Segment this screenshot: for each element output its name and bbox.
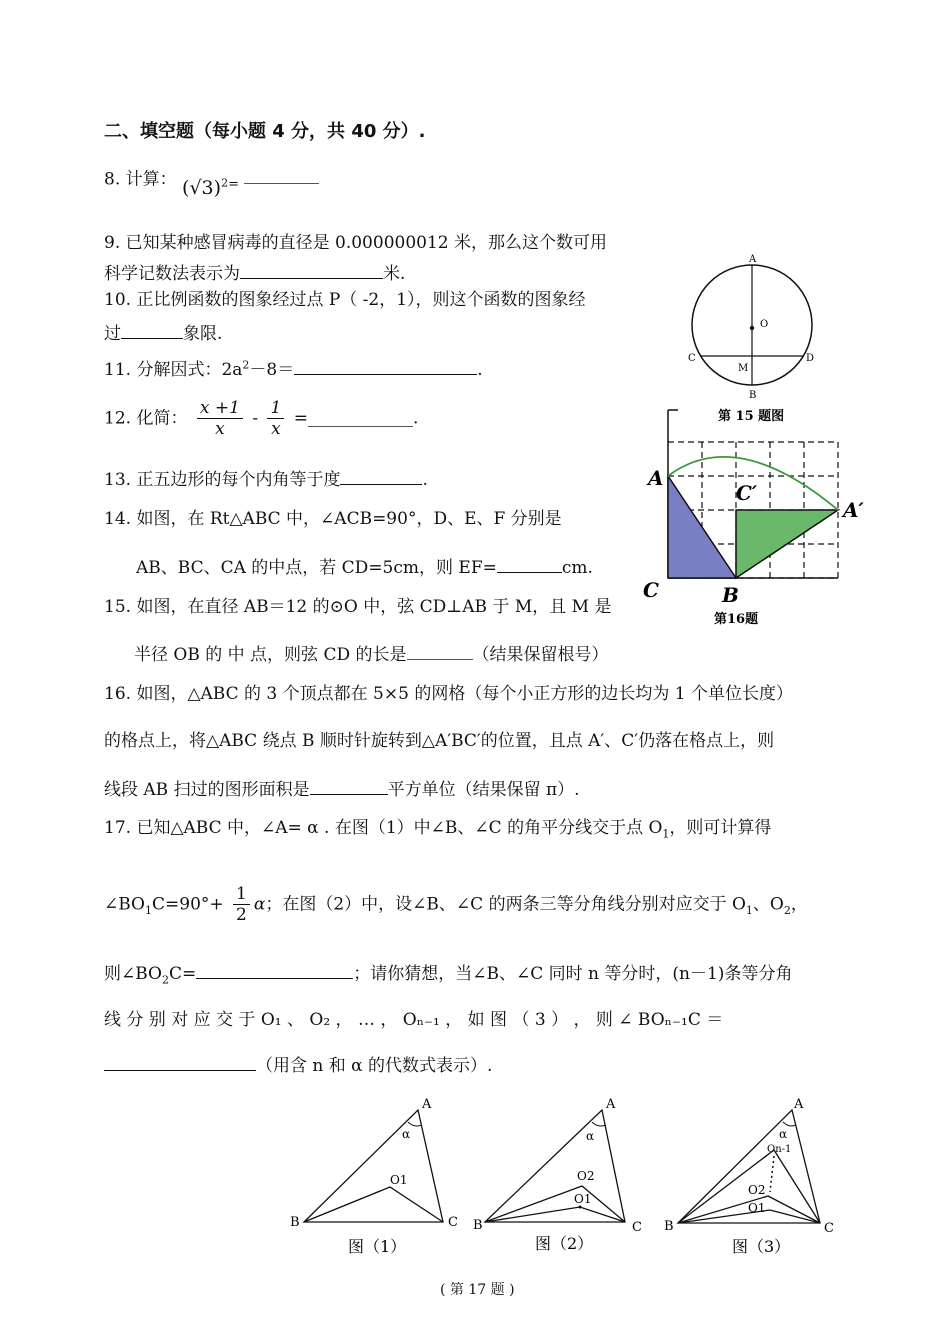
q17-line5: （用含 n 和 α 的代数式表示）. — [104, 1054, 492, 1076]
fig17-label-fig3: 图（3） — [732, 1237, 791, 1256]
fig16-label-a2: A′ — [843, 498, 864, 522]
svg-text:O1: O1 — [574, 1192, 592, 1206]
q10-line2: 过 象限. — [104, 324, 223, 344]
question-12: 12. 化简： $\frac{x +1}{x}$ - $\frac{1}{x}$ = . — [104, 398, 419, 440]
fig15-label-b: B — [749, 390, 757, 401]
q17-line2: $\angle BO_1C=90^\circ+$ $\frac{1}{2}$ α；在图（2）中，设∠B、∠C 的两条三等分角线分别对应交于 $O_1$、$O_2$， — [104, 884, 808, 926]
svg-text:α: α — [402, 1127, 411, 1141]
svg-text:A: A — [422, 1097, 432, 1112]
q9-line2: 科学记数法表示为 米. — [104, 264, 406, 284]
fig15-caption: 第 15 题图 — [718, 409, 785, 424]
q10-answer-blank[interactable] — [121, 322, 183, 339]
svg-text:α: α — [779, 1127, 788, 1141]
fig17-diagram-1 — [290, 1097, 458, 1256]
q14-line1: 14. 如图，在 Rt△ABC 中，∠ACB=90°，D、E、F 分别是 — [104, 509, 562, 529]
svg-text:On-1: On-1 — [767, 1144, 792, 1155]
svg-text:A: A — [794, 1097, 804, 1112]
svg-text:C: C — [448, 1215, 458, 1230]
section-title: 二、填空题（每小题 4 分，共 40 分）. — [104, 121, 426, 142]
q17-half: $\frac{1}{2}$ — [233, 884, 250, 926]
fig16-label-a: A — [648, 466, 664, 490]
svg-text:C: C — [632, 1220, 642, 1235]
svg-text:C: C — [824, 1221, 834, 1236]
figure-16 — [640, 405, 880, 635]
fig17-label-fig2: 图（2） — [535, 1234, 594, 1253]
q14-answer-blank[interactable] — [497, 556, 562, 573]
q16-line1: 16. 如图，△ABC 的 3 个顶点都在 5×5 的网格（每个小正方形的边长均为 1 个单位长度） — [104, 684, 793, 704]
question-13: 13. 正五边形的每个内角等于度 . — [104, 470, 428, 490]
svg-text:A: A — [606, 1097, 616, 1112]
fig16-label-c: C — [643, 578, 659, 602]
svg-text:O1: O1 — [748, 1201, 766, 1215]
q12-answer-blank[interactable] — [308, 410, 413, 427]
q16-line2: 的格点上，将△ABC 绕点 B 顺时针旋转到△A′BC′的位置，且点 A′、C′仍落在格点上，则 — [104, 731, 775, 751]
figure-15 — [680, 252, 830, 427]
fig16-triangle-abc — [668, 476, 736, 578]
q12-fraction-2: $\frac{1}{x}$ — [267, 398, 284, 440]
question-8 — [104, 167, 319, 200]
fig16-label-b: B — [722, 583, 739, 607]
q16-answer-blank[interactable] — [310, 778, 388, 795]
svg-text:O2: O2 — [577, 1169, 595, 1183]
q17-line4: 线 分 别 对 应 交 于 O₁ 、 O₂ ， … ， Oₙ₋₁ ， 如 图 （ 3 ） ， 则 ∠ BOₙ₋₁C ＝ — [104, 1010, 724, 1030]
fig17-label-fig1: 图（1） — [348, 1237, 407, 1256]
q12-fraction-1: $\frac{x +1}{x}$ — [197, 398, 243, 440]
svg-text:O2: O2 — [748, 1183, 766, 1197]
fig15-center-point — [750, 326, 754, 330]
svg-text:O1: O1 — [390, 1173, 408, 1187]
q17-answer-blank-2[interactable] — [104, 1054, 256, 1071]
fig15-label-m: M — [738, 363, 749, 374]
figure-17 — [280, 1092, 840, 1272]
q13-answer-blank[interactable] — [340, 468, 422, 485]
q10-line1: 10. 正比例函数的图象经过点 P（ -2，1），则这个函数的图象经 — [104, 290, 586, 310]
q17-line1: 17. 已知△ABC 中，∠A= α . 在图（1）中∠B、∠C 的角平分线交于点 $O_1$，则可计算得 — [104, 818, 772, 841]
question-11: 11. 分解因式：$2a^2-8=$ . — [104, 358, 483, 380]
svg-text:B: B — [290, 1215, 300, 1230]
svg-text:α: α — [586, 1129, 595, 1143]
svg-text:B: B — [664, 1219, 674, 1234]
fig17-caption: ( 第 17 题 ) — [440, 1282, 515, 1298]
q11-answer-blank[interactable] — [294, 358, 477, 375]
q8-expression: $(√3)^{2=}$ — [182, 177, 239, 200]
fig15-label-c: C — [688, 353, 696, 364]
q8-answer-blank[interactable] — [244, 167, 319, 184]
fig15-label-a: A — [749, 254, 757, 265]
q8-label: 8. 计算： — [104, 169, 177, 190]
fig16-label-c2: C′ — [736, 481, 758, 505]
q14-line2: AB、BC、CA 的中点，若 CD=5cm，则 EF= cm. — [136, 558, 593, 578]
q15-line2: 半径 OB 的 中 点，则弦 CD 的长是 （结果保留根号） — [134, 645, 609, 665]
svg-text:B: B — [473, 1218, 483, 1233]
q17-answer-blank-1[interactable] — [196, 962, 353, 979]
fig17-diagram-3 — [664, 1097, 834, 1256]
q9-answer-blank[interactable] — [240, 262, 383, 279]
q15-answer-blank[interactable] — [407, 643, 473, 660]
q9-line1: 9. 已知某种感冒病毒的直径是 0.000000012 米，那么这个数可用 — [104, 233, 607, 253]
fig15-label-d: D — [806, 353, 815, 364]
q15-line1: 15. 如图，在直径 AB＝12 的⊙O 中，弦 CD⊥AB 于 M，且 M 是 — [104, 597, 612, 617]
fig15-label-o: O — [760, 319, 769, 330]
q16-line3: 线段 AB 扫过的图形面积是 平方单位（结果保留 π）. — [104, 780, 580, 800]
fig17-diagram-2 — [473, 1097, 642, 1253]
fig16-caption: 第16题 — [714, 612, 759, 627]
q17-line3: 则$\angle BO_2C=$ ；请你猜想，当∠B、∠C 同时 n 等分时，(n－1)条等分角 — [104, 964, 793, 987]
